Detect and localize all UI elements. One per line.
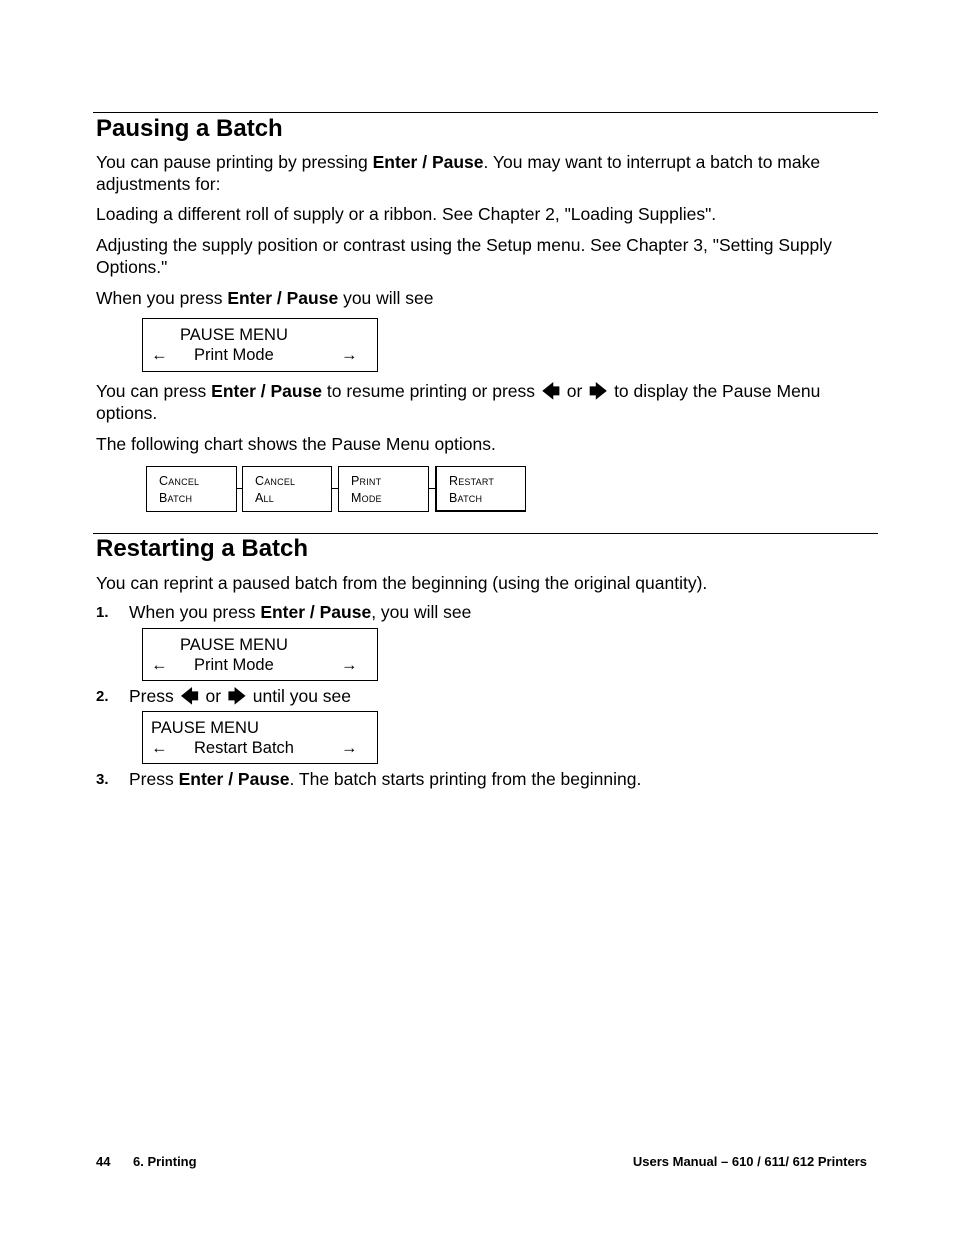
lcd-display-pause-print-mode-2: [142, 628, 378, 681]
right-arrow-icon: →: [341, 739, 358, 757]
bold-left-arrow-icon: 🡄: [180, 686, 199, 706]
right-arrow-icon: →: [341, 346, 358, 364]
paragraph-reprint-intro: You can reprint a paused batch from the beginning (using the original quantity).: [96, 573, 708, 593]
lcd-line-2: Restart Batch: [194, 739, 294, 757]
section-rule-top: [93, 112, 878, 113]
menu-option-cancel-batch: [146, 466, 237, 512]
step-number-3: 3.: [96, 771, 109, 788]
paragraph-chart-intro: The following chart shows the Pause Menu options.: [96, 434, 496, 454]
step-text-2: Press 🡄 or 🡆 until you see: [129, 686, 352, 706]
paragraph-pause-intro: You can pause printing by pressing Enter / Pause. You may want to interrupt a batch to make adjustments for:: [96, 152, 821, 194]
bold-right-arrow-icon: 🡆: [589, 381, 608, 401]
heading-pausing-a-batch: Pausing a Batch: [96, 115, 283, 142]
lcd-line-1: PAUSE MENU: [180, 326, 288, 344]
menu-option-line-2: Mode: [351, 491, 382, 505]
lcd-line-1: PAUSE MENU: [151, 719, 259, 737]
paragraph-loading-supply: Loading a different roll of supply or a ribbon. See Chapter 2, "Loading Supplies".: [96, 204, 717, 224]
paragraph-adjusting-supply: Adjusting the supply position or contrast using the Setup menu. See Chapter 3, "Setting Supply Options.": [96, 235, 832, 277]
menu-option-line-1: Cancel: [255, 474, 296, 488]
right-arrow-icon: →: [341, 656, 358, 674]
lcd-line-2: Print Mode: [194, 656, 274, 674]
lcd-display-pause-restart-batch: [142, 711, 378, 764]
menu-option-line-2: Batch: [449, 491, 483, 505]
left-arrow-icon: ←: [151, 739, 168, 757]
menu-option-cancel-all: [242, 466, 332, 512]
menu-option-line-1: Restart: [449, 474, 495, 488]
menu-option-restart-batch: [435, 466, 526, 512]
left-arrow-icon: ←: [151, 656, 168, 674]
step-number-1: 1.: [96, 604, 109, 621]
menu-option-line-2: Batch: [159, 491, 193, 505]
menu-option-line-1: Cancel: [159, 474, 200, 488]
section-rule-middle: [93, 533, 878, 534]
footer-page-number: 44: [96, 1154, 111, 1169]
menu-option-print-mode: [338, 466, 429, 512]
footer-chapter: 6. Printing: [133, 1154, 197, 1169]
bold-left-arrow-icon: 🡄: [541, 381, 560, 401]
bold-right-arrow-icon: 🡆: [227, 686, 246, 706]
left-arrow-icon: ←: [151, 346, 168, 364]
step-number-2: 2.: [96, 688, 109, 705]
paragraph-when-you-press: When you press Enter / Pause you will see: [96, 288, 434, 308]
heading-restarting-a-batch: Restarting a Batch: [96, 535, 309, 562]
lcd-display-pause-print-mode: [142, 318, 378, 372]
footer-manual-title: Users Manual – 610 / 611/ 612 Printers: [632, 1154, 867, 1169]
menu-option-line-2: All: [255, 491, 274, 505]
menu-option-line-1: Print: [351, 474, 382, 488]
paragraph-resume-or-navigate: You can press Enter / Pause to resume printing or press 🡄 or 🡆 to display the Pause Menu options.: [96, 381, 821, 423]
step-text-3: Press Enter / Pause. The batch starts printing from the beginning.: [129, 769, 642, 789]
step-text-1: When you press Enter / Pause, you will see: [129, 602, 472, 622]
lcd-line-2: Print Mode: [194, 346, 274, 364]
lcd-line-1: PAUSE MENU: [180, 636, 288, 654]
